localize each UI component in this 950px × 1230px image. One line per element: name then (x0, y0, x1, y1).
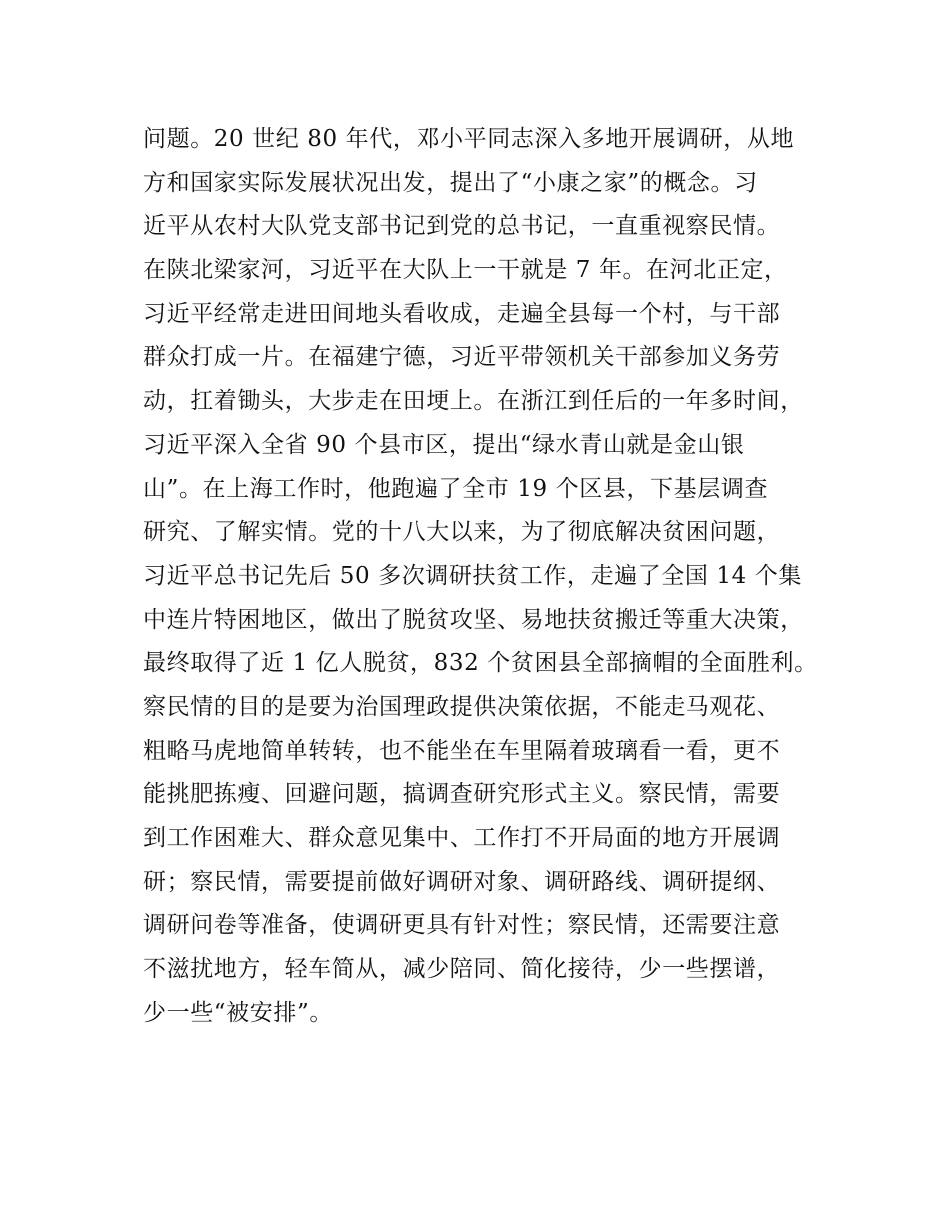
body-text (143, 118, 833, 1035)
text-line: 少一些“被安排”。 (143, 999, 333, 1026)
text-line: 粗略马虎地简单转转，也不能坐在车里隔着玻璃看一看，更不 (143, 737, 781, 764)
text-line: 习近平总书记先后 50 多次调研扶贫工作，走遍了全国 14 个集 (143, 562, 802, 589)
text-line: 问题。20 世纪 80 年代，邓小平同志深入多地开展调研，从地 (143, 126, 795, 152)
text-line: 能挑肥拣瘦、回避问题，搞调查研究形式主义。察民情，需要 (143, 781, 781, 808)
text-line: 最终取得了近 1 亿人脱贫，832 个贫困县全部摘帽的全面胜利。 (143, 650, 818, 677)
text-line: 方和国家实际发展状况出发，提出了“小康之家”的概念。习 (143, 169, 758, 196)
text-line: 调研问卷等准备，使调研更具有针对性；察民情，还需要注意 (143, 912, 781, 939)
text-line: 到工作困难大、群众意见集中、工作打不开局面的地方开展调 (143, 825, 781, 851)
text-line: 近平从农村大队党支部书记到党的总书记，一直重视察民情。 (143, 213, 781, 240)
text-line: 山”。在上海工作时，他跑遍了全市 19 个区县，下基层调查 (143, 475, 769, 502)
text-line: 在陕北梁家河，习近平在大队上一干就是 7 年。在河北正定， (143, 257, 788, 284)
text-line: 习近平深入全省 90 个县市区，提出“绿水青山就是金山银 (143, 431, 745, 458)
text-line: 中连片特困地区，做出了脱贫攻坚、易地扶贫搬迁等重大决策， (143, 606, 804, 633)
text-line: 习近平经常走进田间地头看收成，走遍全县每一个村，与干部 (143, 300, 781, 327)
text-line: 不滋扰地方，轻车简从，减少陪同、简化接待，少一些摆谱， (143, 956, 781, 983)
text-line: 群众打成一片。在福建宁德，习近平带领机关干部参加义务劳 (143, 344, 781, 371)
text-line: 察民情的目的是要为治国理政提供决策依据，不能走马观花、 (143, 693, 781, 720)
text-line: 研；察民情，需要提前做好调研对象、调研路线、调研提纲、 (143, 868, 781, 895)
text-line: 研究、了解实情。党的十八大以来，为了彻底解决贫困问题， (143, 519, 781, 546)
text-line: 动，扛着锄头，大步走在田埂上。在浙江到任后的一年多时间， (143, 388, 804, 415)
